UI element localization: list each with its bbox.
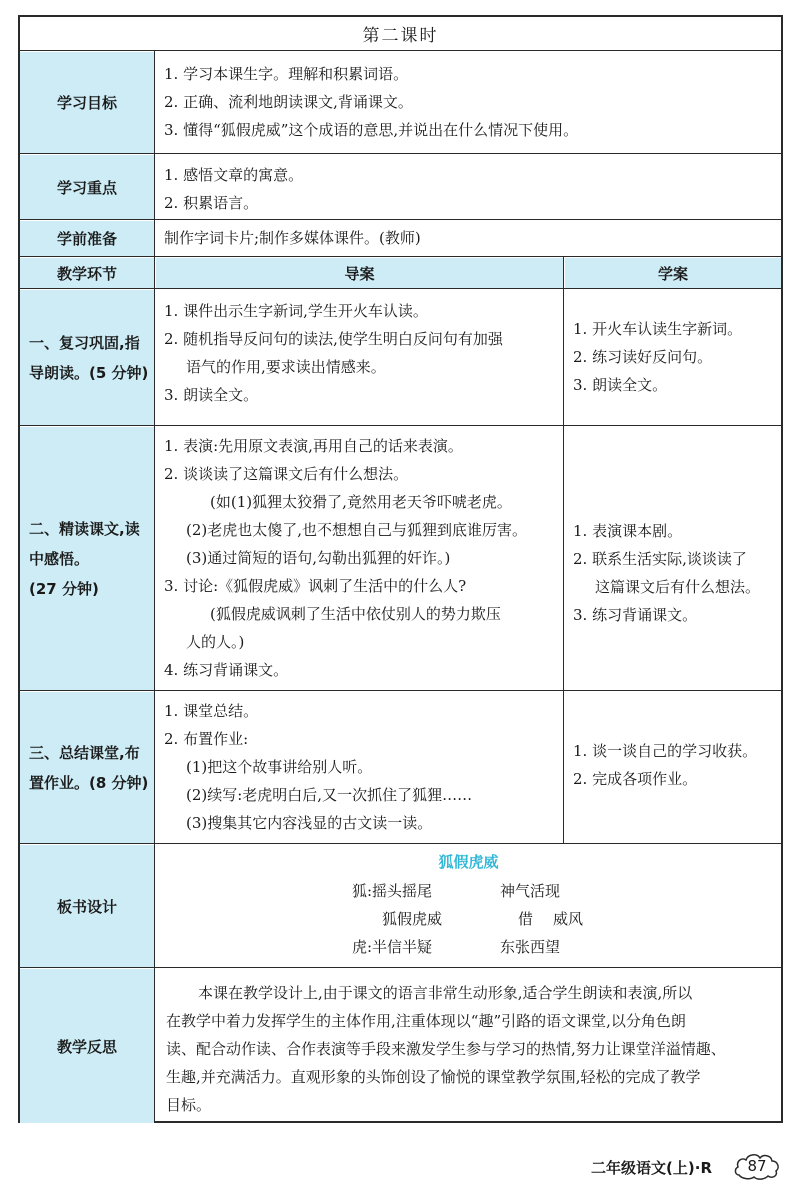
- divider: [20, 219, 781, 220]
- column-divider: [563, 256, 564, 843]
- reflection-line: 目标。: [166, 1096, 212, 1114]
- study-line: 3. 朗读全文。: [573, 376, 668, 394]
- divider: [20, 690, 781, 691]
- reflection-line: 读、配合动作读、合作表演等手段来激发学生参与学习的热情,努力让课堂洋溢情趣、: [166, 1040, 726, 1058]
- study-line: 1. 谈一谈自己的学习收获。: [573, 742, 758, 760]
- board-label: 板书设计: [20, 845, 154, 967]
- divider: [20, 153, 781, 154]
- stage-label-line: (27 分钟): [29, 579, 99, 598]
- guide-line: 1. 课件出示生字新词,学生开火车认读。: [164, 302, 428, 320]
- prep-text: 制作字词卡片;制作多媒体课件。(教师): [164, 229, 421, 247]
- divider: [20, 967, 781, 968]
- stage-label-line: 二、精读课文,读: [29, 519, 140, 538]
- reflection-text: [166, 979, 778, 1119]
- stage-label-line: 置作业。(8 分钟): [29, 773, 149, 792]
- guide-line: (2)老虎也太傻了,也不想想自己与狐狸到底谁厉害。: [186, 521, 528, 539]
- study-line: 1. 表演课本剧。: [573, 522, 683, 540]
- stage-1-study: [573, 315, 778, 399]
- guide-line: 4. 练习背诵课文。: [164, 661, 289, 679]
- cloud-badge-icon: [733, 1149, 781, 1181]
- guide-line: 3. 朗读全文。: [164, 386, 259, 404]
- stage-1-guide: [164, 297, 559, 409]
- stage-3-study: [573, 737, 778, 793]
- guide-line: (3)搜集其它内容浅显的古文读一读。: [186, 814, 433, 832]
- board-heading: 狐假虎威: [438, 853, 499, 871]
- focus-list: [164, 161, 774, 217]
- guide-line: 1. 课堂总结。: [164, 702, 259, 720]
- divider: [20, 288, 781, 289]
- reflection-label: 教学反思: [20, 969, 154, 1123]
- divider: [20, 425, 781, 426]
- reflection-line: 本课在教学设计上,由于课文的语言非常生动形象,适合学生朗读和表演,所以: [198, 984, 693, 1002]
- column-divider: [154, 50, 155, 1123]
- stage-label-line: 三、总结课堂,布: [29, 743, 140, 762]
- board-line1-b: 神气活现: [500, 882, 561, 900]
- divider: [20, 843, 781, 844]
- header-study: 学案: [565, 258, 781, 288]
- guide-line: 语气的作用,要求读出情感来。: [186, 358, 386, 376]
- goals-list: [164, 60, 774, 144]
- study-line: 这篇课文后有什么想法。: [595, 578, 761, 596]
- reflection-line: 生趣,并充满活力。直观形象的头饰创设了愉悦的课堂教学氛围,轻松的完成了教学: [166, 1068, 701, 1086]
- focus-item: 1. 感悟文章的寓意。: [164, 166, 304, 184]
- header-guide: 导案: [156, 258, 563, 288]
- study-line: 3. 练习背诵课文。: [573, 606, 698, 624]
- board-line3-a: 虎:半信半疑: [352, 938, 433, 956]
- lesson-plan-table: [18, 15, 783, 1123]
- guide-line: (2)续写:老虎明白后,又一次抓住了狐狸……: [186, 786, 473, 804]
- stage-label-line: 中感悟。: [29, 549, 90, 568]
- board-line3-b: 东张西望: [500, 938, 561, 956]
- guide-line: 3. 讨论:《狐假虎威》讽刺了生活中的什么人?: [164, 577, 467, 595]
- guide-line: (1)把这个故事讲给别人听。: [186, 758, 373, 776]
- study-line: 2. 完成各项作业。: [573, 770, 698, 788]
- guide-line: (狐假虎威讽刺了生活中依仗别人的势力欺压: [210, 605, 501, 623]
- stage-label-line: 导朗读。(5 分钟): [29, 363, 149, 382]
- board-line2-c: 威风: [553, 910, 584, 928]
- stage-3-guide: [164, 697, 559, 837]
- board-line2-b: 借: [518, 910, 534, 928]
- stage-2-guide: [164, 432, 559, 684]
- guide-line: 2. 随机指导反问句的读法,使学生明白反问句有加强: [164, 330, 503, 348]
- study-line: 2. 联系生活实际,谈谈读了: [573, 550, 747, 568]
- stage-3-label: [20, 692, 154, 843]
- study-line: 1. 开火车认读生字新词。: [573, 320, 743, 338]
- page-title: 第二课时: [362, 26, 439, 46]
- stage-2-label: [20, 427, 154, 690]
- goal-item: 1. 学习本课生字。理解和积累词语。: [164, 65, 409, 83]
- guide-line: 人的人。): [186, 633, 245, 651]
- guide-line: (如(1)狐狸太狡猾了,竟然用老天爷吓唬老虎。: [210, 493, 512, 511]
- page-number-badge: [733, 1149, 781, 1181]
- focus-item: 2. 积累语言。: [164, 194, 259, 212]
- board-line2-a: 狐假虎威: [382, 910, 443, 928]
- focus-label: 学习重点: [20, 155, 154, 219]
- guide-line: (3)通过简短的语句,勾勒出狐狸的奸诈。): [186, 549, 451, 567]
- stage-2-study: [573, 517, 778, 629]
- goal-item: 3. 懂得“狐假虎威”这个成语的意思,并说出在什么情况下使用。: [164, 121, 579, 139]
- book-title: 二年级语文(上)·R: [591, 1159, 712, 1177]
- reflection-line: 在教学中着力发挥学生的主体作用,注重体现以“趣”引路的语文课堂,以分角色朗: [166, 1012, 686, 1030]
- guide-line: 2. 布置作业:: [164, 730, 249, 748]
- header-stage: 教学环节: [20, 258, 154, 288]
- page-number: 87: [747, 1157, 767, 1175]
- stage-label-line: 一、复习巩固,指: [29, 333, 140, 352]
- goals-label: 学习目标: [20, 52, 154, 153]
- board-line1-a: 狐:摇头摇尾: [352, 882, 433, 900]
- board-title: [156, 851, 781, 872]
- divider: [20, 256, 781, 257]
- guide-line: 2. 谈谈读了这篇课文后有什么想法。: [164, 465, 409, 483]
- study-line: 2. 练习读好反问句。: [573, 348, 713, 366]
- goal-item: 2. 正确、流利地朗读课文,背诵课文。: [164, 93, 413, 111]
- divider: [20, 50, 781, 51]
- prep-label: 学前准备: [20, 221, 154, 256]
- guide-line: 1. 表演:先用原文表演,再用自己的话来表演。: [164, 437, 463, 455]
- stage-1-label: [20, 290, 154, 425]
